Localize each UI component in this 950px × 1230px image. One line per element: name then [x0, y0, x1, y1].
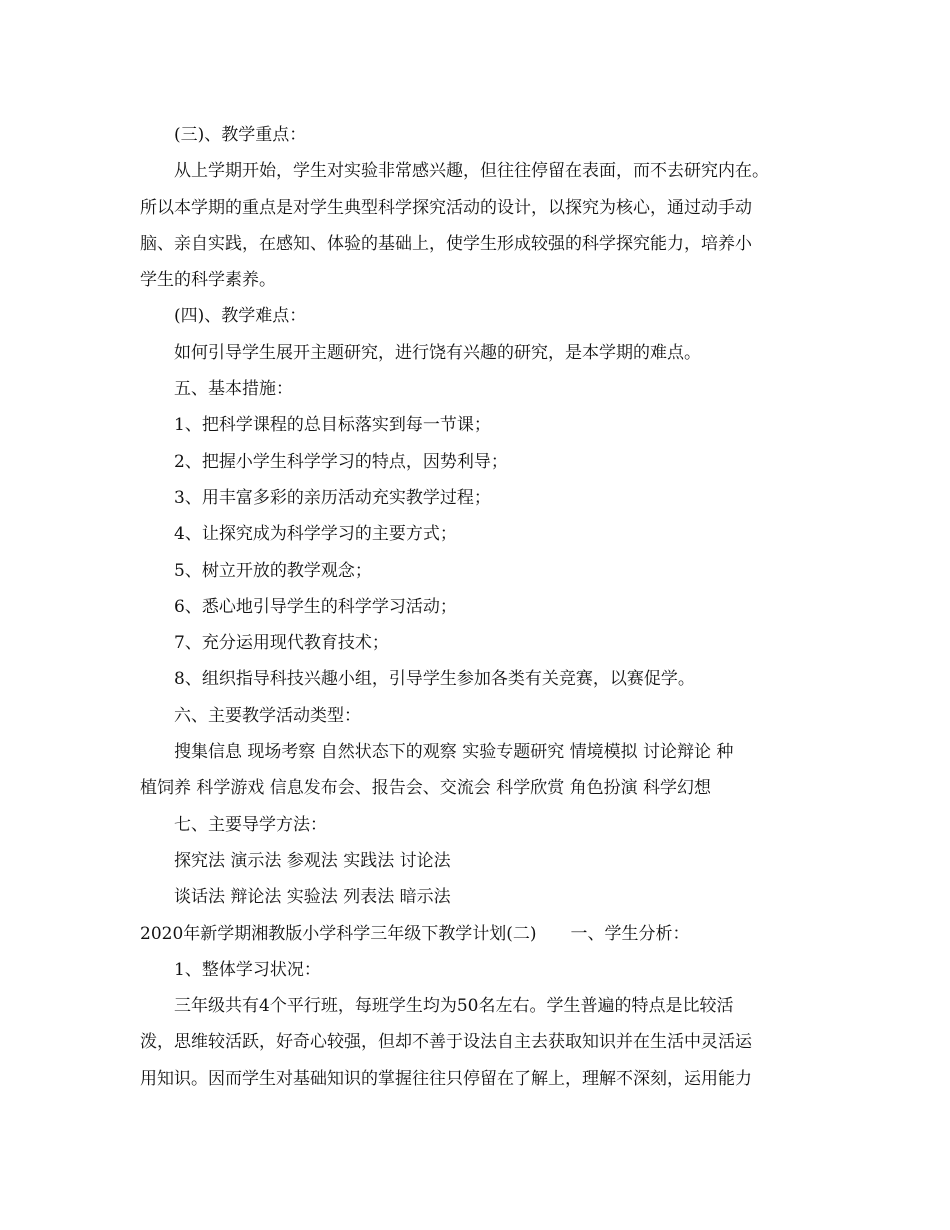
section-heading-basic-measures: 五、基本措施： — [174, 379, 293, 400]
paragraph-line: 用知识。因而学生对基础知识的掌握往往只停留在了解上，理解不深刻，运用能力 — [140, 1068, 752, 1089]
paragraph-line: 所以本学期的重点是对学生典型科学探究活动的设计，以探究为核心，通过动手动 — [140, 197, 752, 218]
paragraph-line: 谈话法 辩论法 实验法 列表法 暗示法 — [174, 887, 451, 908]
list-item: 1、把科学课程的总目标落实到每一节课； — [174, 415, 491, 436]
section-heading-teaching-difficulty: (四)、教学难点： — [174, 306, 307, 327]
list-item: 5、树立开放的教学观念； — [174, 560, 372, 581]
list-item: 8、组织指导科技兴趣小组，引导学生参加各类有关竞赛，以赛促学。 — [174, 669, 695, 690]
section-heading-overall-learning: 1、整体学习状况： — [174, 959, 321, 980]
list-item: 2、把握小学生科学学习的特点，因势利导； — [174, 451, 508, 472]
paragraph-line: 植饲养 科学游戏 信息发布会、报告会、交流会 科学欣赏 角色扮演 科学幻想 — [140, 778, 712, 799]
paragraph-line: 泼，思维较活跃，好奇心较强，但却不善于设法自主去获取知识并在生活中灵活运 — [140, 1032, 752, 1053]
paragraph-line: 如何引导学生展开主题研究，进行饶有兴趣的研究，是本学期的难点。 — [174, 342, 701, 363]
document-title-line: 2020年新学期湘教版小学科学三年级下教学计划(二) 一、学生分析： — [140, 923, 690, 944]
section-heading-teaching-focus: (三)、教学重点： — [174, 125, 307, 145]
document-body — [140, 117, 820, 1097]
list-item: 4、让探究成为科学学习的主要方式； — [174, 524, 457, 545]
paragraph-line: 搜集信息 现场考察 自然状态下的观察 实验专题研究 情境模拟 讨论辩论 种 — [174, 742, 734, 763]
list-item: 3、用丰富多彩的亲历活动充实教学过程； — [174, 487, 491, 508]
paragraph-line: 从上学期开始，学生对实验非常感兴趣，但往往停留在表面，而不去研究内在。 — [174, 161, 769, 182]
paragraph-line: 脑、亲自实践，在感知、体验的基础上，使学生形成较强的科学探究能力，培养小 — [140, 233, 752, 254]
paragraph-line: 三年级共有4个平行班，每班学生均为50名左右。学生普遍的特点是比较活 — [174, 996, 734, 1017]
list-item: 7、充分运用现代教育技术； — [174, 633, 389, 654]
section-heading-guidance-methods: 七、主要导学方法： — [174, 814, 327, 835]
paragraph-line: 探究法 演示法 参观法 实践法 讨论法 — [174, 850, 451, 871]
section-heading-activity-types: 六、主要教学活动类型： — [174, 705, 361, 726]
paragraph-line: 学生的科学素养。 — [140, 270, 276, 291]
list-item: 6、悉心地引导学生的科学学习活动； — [174, 596, 457, 617]
